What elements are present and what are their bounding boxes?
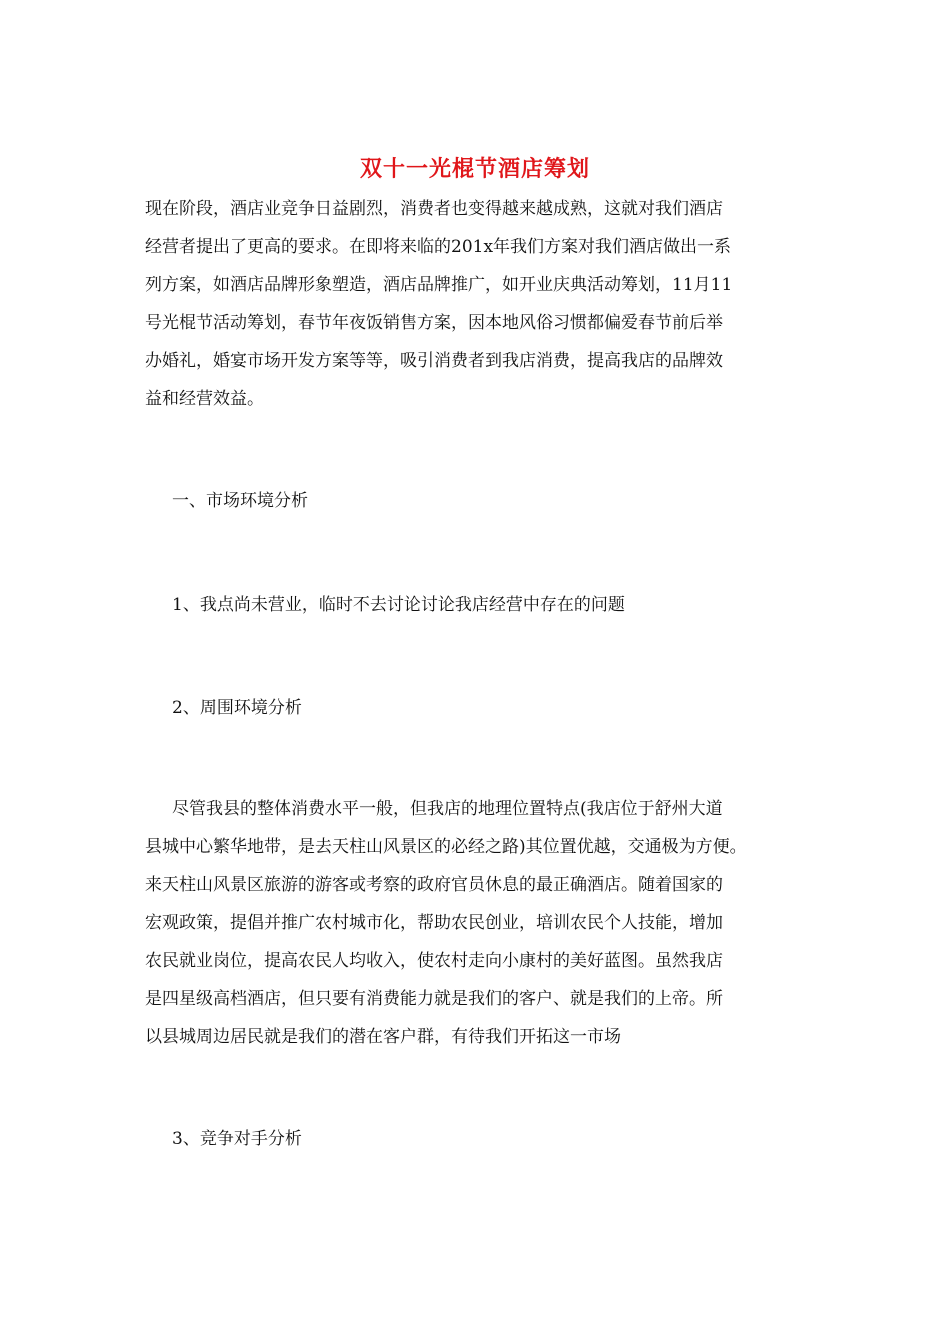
body-line: 来天柱山风景区旅游的游客或考察的政府官员休息的最正确酒店。随着国家的 xyxy=(145,875,723,895)
section-heading: 一、市场环境分析 xyxy=(172,491,308,511)
list-item: 1、我点尚未营业，临时不去讨论讨论我店经营中存在的问题 xyxy=(172,595,625,615)
intro-line: 益和经营效益。 xyxy=(145,389,264,409)
body-line: 是四星级高档酒店，但只要有消费能力就是我们的客户、就是我们的上帝。所 xyxy=(145,989,723,1009)
body-line: 以县城周边居民就是我们的潜在客户群，有待我们开拓这一市场 xyxy=(145,1027,621,1047)
document-title: 双十一光棍节酒店筹划 xyxy=(359,156,590,182)
list-item: 2、周围环境分析 xyxy=(172,698,302,718)
intro-line: 办婚礼，婚宴市场开发方案等等，吸引消费者到我店消费，提高我店的品牌效 xyxy=(145,351,723,371)
intro-line: 现在阶段，酒店业竞争日益剧烈，消费者也变得越来越成熟，这就对我们酒店 xyxy=(145,199,723,219)
list-item: 3、竞争对手分析 xyxy=(172,1129,302,1149)
intro-line: 号光棍节活动筹划，春节年夜饭销售方案，因本地风俗习惯都偏爱春节前后举 xyxy=(145,313,723,333)
body-line: 农民就业岗位，提高农民人均收入，使农村走向小康村的美好蓝图。虽然我店 xyxy=(145,951,723,971)
body-line: 宏观政策，提倡并推广农村城市化，帮助农民创业，培训农民个人技能，增加 xyxy=(145,913,723,933)
body-line: 县城中心繁华地带，是去天柱山风景区的必经之路)其位置优越，交通极为方便。 xyxy=(145,837,747,857)
body-line: 尽管我县的整体消费水平一般，但我店的地理位置特点(我店位于舒州大道 xyxy=(172,799,723,819)
intro-line: 列方案，如酒店品牌形象塑造，酒店品牌推广，如开业庆典活动筹划，11月11 xyxy=(145,275,733,295)
intro-line: 经营者提出了更高的要求。在即将来临的201x年我们方案对我们酒店做出一系 xyxy=(145,237,732,257)
